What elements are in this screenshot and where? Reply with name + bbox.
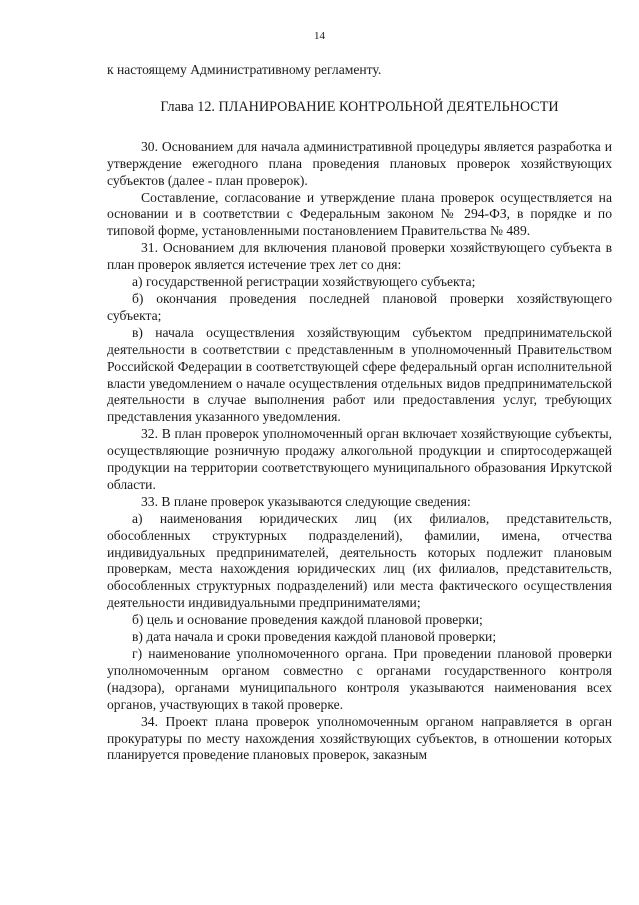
list-item-31-a: а) государственной регистрации хозяйствующего субъекта; xyxy=(132,274,476,290)
list-item-31-v: в) начала осуществления хозяйствующим субъектом предпринимательской деятельности в соответствии с представленным в уполномоченный Правительством Российской Федерации в соответствующей сфере федеральный орган исполнительной власти уведомлением о начале осуществления отдельных видов предпринимательской деятельности в случае выполнения работ или предоставления услуг, требующих представления указанного уведомления. xyxy=(107,324,612,425)
chapter-title: Глава 12. ПЛАНИРОВАНИЕ КОНТРОЛЬНОЙ ДЕЯТЕЛЬНОСТИ xyxy=(160,98,559,115)
paragraph-33: 33. В плане проверок указываются следующие сведения: xyxy=(141,493,471,509)
list-item-33-b: б) цель и основание проведения каждой плановой проверки; xyxy=(132,612,483,628)
list-item-33-g: г) наименование уполномоченного органа. При проведении плановой проверки уполномоченным органом совместно с органами государственного контроля (надзора), органами муниципального контроля указываются наименования всех органов, участвующих в такой проверке. xyxy=(107,646,612,712)
paragraph-30: 30. Основанием для начала административной процедуры является разработка и утверждение ежегодного плана проведения плановых проверок хозяйствующих субъектов (далее - план проверок). xyxy=(107,138,612,188)
paragraph-34: 34. Проект плана проверок уполномоченным органом направляется в орган прокуратуры по месту нахождения хозяйствующих субъектов, в отношении которых планируется проведение плановых проверок, заказным xyxy=(107,713,612,763)
intro-line: к настоящему Административному регламенту. xyxy=(107,62,382,77)
document-body xyxy=(107,62,612,764)
list-item-33-a: а) наименования юридических лиц (их филиалов, представительств, обособленных структурных подразделений), фамилии, имена, отчества индивидуальных предпринимателей, деятельность которых подлежит плановым проверкам, места нахождения юридических лиц (их филиалов, представительств, обособленных структурных подразделений) или места фактического осуществления деятельности индивидуальными предпринимателями; xyxy=(107,510,612,611)
paragraph-30-continued: Составление, согласование и утверждение плана проверок осуществляется на основании и в соответствии с Федеральным законом № 294-ФЗ, в порядке и по типовой форме, установленными постановлением Правительства № 489. xyxy=(107,189,612,239)
paragraph-32: 32. В план проверок уполномоченный орган включает хозяйствующие субъекты, осуществляющие розничную продажу алкогольной продукции и спиртосодержащей продукции на территории соответствующего муниципального образования Иркутской области. xyxy=(107,426,612,492)
paragraph-31: 31. Основанием для включения плановой проверки хозяйствующего субъекта в план проверок является истечение трех лет со дня: xyxy=(107,240,612,273)
list-item-31-b: б) окончания проведения последней плановой проверки хозяйствующего субъекта; xyxy=(107,290,612,323)
list-item-33-v: в) дата начала и сроки проведения каждой плановой проверки; xyxy=(132,629,497,645)
page-number: 14 xyxy=(314,30,325,42)
